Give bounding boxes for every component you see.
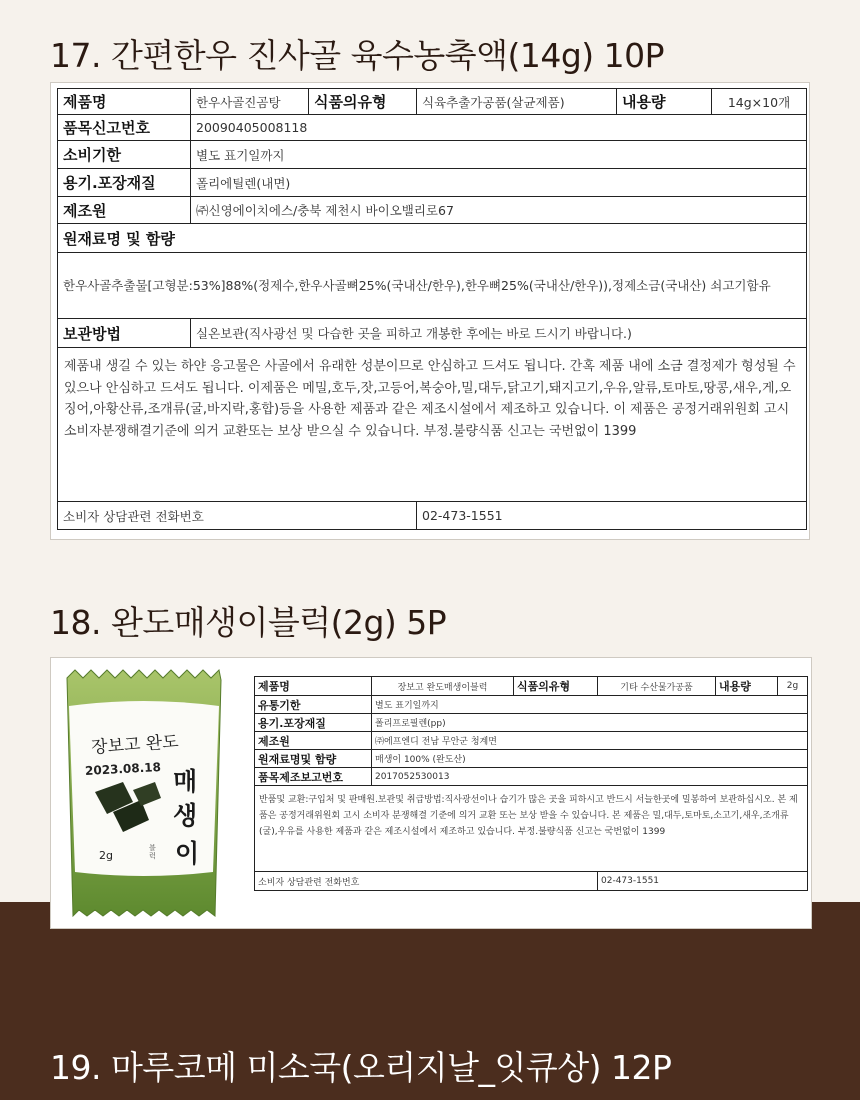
storage-key: 보관방법 — [58, 319, 191, 348]
expiry-value: 별도 표기일까지 — [191, 141, 807, 169]
manufacturer-key: 제조원 — [58, 197, 191, 224]
content-amount-key: 내용량 — [716, 677, 778, 696]
table-row — [255, 677, 808, 696]
table-row — [255, 872, 808, 891]
table-row — [58, 169, 807, 197]
product-17-info-table — [57, 88, 807, 530]
product-name-value: 한우사골진곰탕 — [191, 89, 309, 115]
table-row — [255, 768, 808, 786]
pouch-text-layer — [63, 666, 223, 921]
food-type-key: 식품의유형 — [309, 89, 417, 115]
ingredients-text: 한우사골추출물[고형분:53%]88%(정제수,한우사골뼈25%(국내산/한우),한우뼈25%(국내산/한우)),정제소금(국내산) 쇠고기함유 — [58, 253, 807, 319]
table-row — [58, 502, 807, 530]
pouch-name-char-3: 이 — [175, 839, 200, 868]
product-name-value: 장보고 완도매생이블럭 — [372, 677, 514, 696]
pouch-weight-text: 2g — [99, 849, 113, 862]
pouch-name-char-1: 매 — [173, 767, 198, 796]
table-row — [58, 141, 807, 169]
product-18-label-image — [50, 657, 812, 929]
food-type-value: 식육추출가공품(살균제품) — [417, 89, 617, 115]
pouch-small-label: 블럭 — [149, 844, 156, 860]
phone-key: 소비자 상담관련 전화번호 — [255, 872, 598, 891]
product-18-info-table — [254, 676, 808, 891]
pouch-name-char-2: 생 — [173, 801, 198, 830]
report-number-key: 품목제조보고번호 — [255, 768, 372, 786]
notice-text: 제품내 생길 수 있는 하얀 응고물은 사골에서 유래한 성분이므로 안심하고 드셔도 됩니다. 간혹 제품 내에 소금 결정제가 형성될 수 있으나 안심하고 드셔도 됩니다. 이제품은 메밀,호두,잣,고등어,복숭아,밀,대두,닭고기,돼지고기,우유,알류,토마토,땅콩,새우,게,오징어,아황산류,조개류(굴,바지락,홍합)등을 사용한 제품과 같은 제조시설에서 제조하고 있습니다. 이 제품은 공정거래위원회 고시 소비자분쟁해결기준에 의거 교환또는 보상 받으실 수 있습니다. 부정.불량식품 신고는 국번없이 1399 — [58, 348, 807, 502]
table-row — [255, 696, 808, 714]
packaging-key: 용기.포장재질 — [58, 169, 191, 197]
report-number-key: 품목신고번호 — [58, 115, 191, 141]
table-row — [58, 224, 807, 253]
packaging-key: 용기.포장재질 — [255, 714, 372, 732]
section-title-19: 19. 마루코메 미소국(오리지날_잇큐상) 12P — [50, 1048, 672, 1087]
manufacturer-value: ㈜에프엔디 전남 무안군 청계면 — [372, 732, 808, 750]
packaging-value: 폴리프로필렌(pp) — [372, 714, 808, 732]
product-name-key: 제품명 — [255, 677, 372, 696]
storage-value: 실온보관(직사광선 및 다습한 곳을 피하고 개봉한 후에는 바로 드시기 바랍니다.) — [191, 319, 807, 348]
expiry-key: 소비기한 — [58, 141, 191, 169]
notice-text: 반품및 교환:구입처 및 판매원.보관및 취급방법:직사광선이나 습기가 많은 곳을 피하시고 반드시 서늘한곳에 밀봉하여 보관하십시오. 본 제품은 공정거래위원회 고시 소비자 분쟁해결 기준에 의거 교환 또는 보상 받을 수 있습니다. 본 제품은 밀,대두,토마토,소고기,새우,조개류(굴),우유를 사용한 제품과 같은 제조시설에서 제조하고 있습니다. 부정.불량식품 신고는 국번없이 1399 — [255, 786, 808, 872]
pouch-date-text: 2023.08.18 — [84, 760, 162, 778]
table-row — [255, 750, 808, 768]
food-type-key: 식품의유형 — [514, 677, 598, 696]
section-title-18: 18. 완도매생이블럭(2g) 5P — [50, 603, 447, 642]
table-row — [58, 319, 807, 348]
table-row — [255, 714, 808, 732]
manufacturer-key: 제조원 — [255, 732, 372, 750]
packaging-value: 폴리에틸렌(내면) — [191, 169, 807, 197]
product-name-key: 제품명 — [58, 89, 191, 115]
phone-key: 소비자 상담관련 전화번호 — [58, 502, 417, 530]
table-row — [58, 115, 807, 141]
table-row — [255, 732, 808, 750]
content-amount-key: 내용량 — [617, 89, 712, 115]
content-amount-value: 14g×10개 — [712, 89, 807, 115]
table-row — [58, 253, 807, 319]
ingredients-value: 매생이 100% (완도산) — [372, 750, 808, 768]
ingredients-header: 원재료명 및 함량 — [58, 224, 807, 253]
section-title-17: 17. 간편한우 진사골 육수농축액(14g) 10P — [50, 36, 665, 75]
expiry-key: 유통기한 — [255, 696, 372, 714]
report-number-value: 20090405008118 — [191, 115, 807, 141]
table-row — [58, 89, 807, 115]
pouch-brand-text: 장보고 완도 — [90, 731, 180, 759]
ingredients-key: 원재료명및 함량 — [255, 750, 372, 768]
phone-value: 02-473-1551 — [598, 872, 808, 891]
food-type-value: 기타 수산물가공품 — [598, 677, 716, 696]
content-amount-value: 2g — [778, 677, 808, 696]
expiry-value: 별도 표기일까지 — [372, 696, 808, 714]
manufacturer-value: ㈜신영에이치에스/충북 제천시 바이오밸리로67 — [191, 197, 807, 224]
product-17-label-image — [50, 82, 810, 540]
table-row — [255, 786, 808, 872]
table-row — [58, 197, 807, 224]
report-number-value: 2017052530013 — [372, 768, 808, 786]
phone-value: 02-473-1551 — [417, 502, 807, 530]
table-row — [58, 348, 807, 502]
